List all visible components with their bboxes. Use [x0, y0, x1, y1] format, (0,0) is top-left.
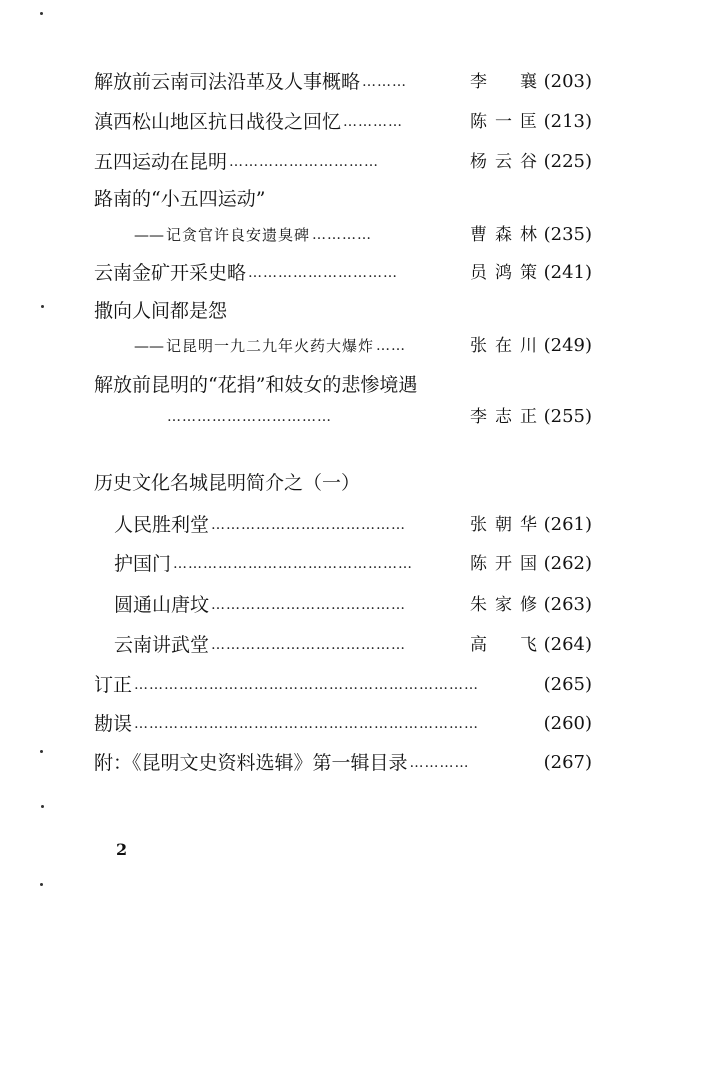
item-title: 人民胜利堂: [114, 514, 210, 536]
toc-subentry[interactable]: [134, 220, 592, 250]
item-title: 圆通山唐坟: [114, 594, 210, 616]
scan-speck: [40, 883, 43, 886]
entry-page: (260): [543, 713, 592, 734]
entry-author: 员鸿策: [470, 263, 538, 283]
dot-leader: ……………………………: [167, 409, 332, 425]
item-title: 云南讲武堂: [114, 634, 210, 656]
entry-title: 滇西松山地区抗日战役之回忆: [94, 111, 342, 133]
entry-page: (265): [543, 674, 592, 695]
toc-entry[interactable]: [94, 670, 592, 700]
em-dash: ——: [134, 337, 164, 355]
toc-subentry[interactable]: [134, 331, 592, 361]
entry-page: (255): [543, 406, 592, 427]
entry-author: 陈一匡: [470, 112, 538, 132]
item-author: 陈开国: [470, 554, 538, 574]
entry-author: 杨云谷: [470, 152, 538, 172]
dot-leader: …………: [343, 114, 404, 130]
section-item[interactable]: [114, 549, 592, 579]
toc-entry-title-only[interactable]: [94, 184, 592, 214]
item-page: (261): [543, 514, 592, 535]
section-item[interactable]: [114, 510, 592, 540]
scan-speck: [40, 12, 43, 15]
entry-page: (267): [543, 752, 592, 773]
scan-speck: [41, 305, 44, 308]
entry-title: 路南的“小五四运动”: [94, 188, 266, 210]
entry-page: (235): [543, 224, 592, 245]
dot-leader: ……: [376, 338, 407, 354]
section-title: 历史文化名城昆明简介之（一）: [94, 472, 361, 494]
dot-leader: …………: [409, 755, 470, 771]
em-dash: ——: [134, 226, 164, 244]
toc-entry-title-only[interactable]: [94, 370, 592, 400]
entry-page: (241): [543, 262, 592, 283]
entry-title: 五四运动在昆明: [94, 151, 228, 173]
toc-entry-continuation[interactable]: [165, 402, 592, 432]
toc-entry-title-only[interactable]: [94, 296, 592, 326]
toc-entry[interactable]: [94, 748, 592, 778]
entry-page: (225): [543, 151, 592, 172]
dot-leader: …………………………………………: [173, 556, 414, 572]
section-item[interactable]: [114, 590, 592, 620]
scan-speck: [40, 750, 43, 753]
dot-leader: …………………………: [248, 265, 399, 281]
entry-title: 勘误: [94, 713, 133, 735]
section-item[interactable]: [114, 630, 592, 660]
entry-subtitle: 记贪官许良安遗臭碑: [166, 226, 311, 244]
item-author: 朱家修: [470, 595, 538, 615]
toc-entry[interactable]: [94, 258, 592, 288]
entry-page: (213): [543, 111, 592, 132]
dot-leader: …………: [312, 227, 373, 243]
entry-page: (203): [543, 71, 592, 92]
entry-title: 撒向人间都是怨: [94, 300, 228, 322]
item-author: 高 飞: [470, 635, 538, 655]
dot-leader: ……………………………………………………………: [134, 677, 480, 693]
entry-title: 云南金矿开采史略: [94, 262, 247, 284]
entry-author: 李 襄: [470, 72, 538, 92]
entry-author: 张在川: [470, 336, 538, 356]
toc-entry[interactable]: [94, 67, 592, 97]
dot-leader: …………………………………: [211, 637, 407, 653]
toc-entry[interactable]: [94, 709, 592, 739]
dot-leader: …………………………………: [211, 517, 407, 533]
toc-entry[interactable]: [94, 147, 592, 177]
item-title: 护国门: [114, 553, 172, 575]
dot-leader: ………: [362, 74, 408, 90]
entry-title: 解放前昆明的“花捐”和妓女的悲惨境遇: [94, 374, 418, 396]
scan-speck: [41, 805, 44, 808]
dot-leader: ……………………………………………………………: [134, 716, 480, 732]
item-author: 张朝华: [470, 515, 538, 535]
page-number: 2: [116, 840, 128, 859]
entry-page: (249): [543, 335, 592, 356]
item-page: (264): [543, 634, 592, 655]
entry-author: 曹森林: [470, 225, 538, 245]
entry-subtitle: 记昆明一九二九年火药大爆炸: [166, 337, 375, 355]
item-page: (262): [543, 553, 592, 574]
toc-entry[interactable]: [94, 107, 592, 137]
entry-title: 订正: [94, 674, 133, 696]
item-page: (263): [543, 594, 592, 615]
dot-leader: …………………………: [229, 154, 380, 170]
entry-author: 李志正: [470, 407, 538, 427]
entry-title: 附：《昆明文史资料选辑》第一辑目录: [94, 752, 408, 774]
dot-leader: …………………………………: [211, 597, 407, 613]
entry-title: 解放前云南司法沿革及人事概略: [94, 71, 361, 93]
section-heading[interactable]: [94, 468, 592, 498]
